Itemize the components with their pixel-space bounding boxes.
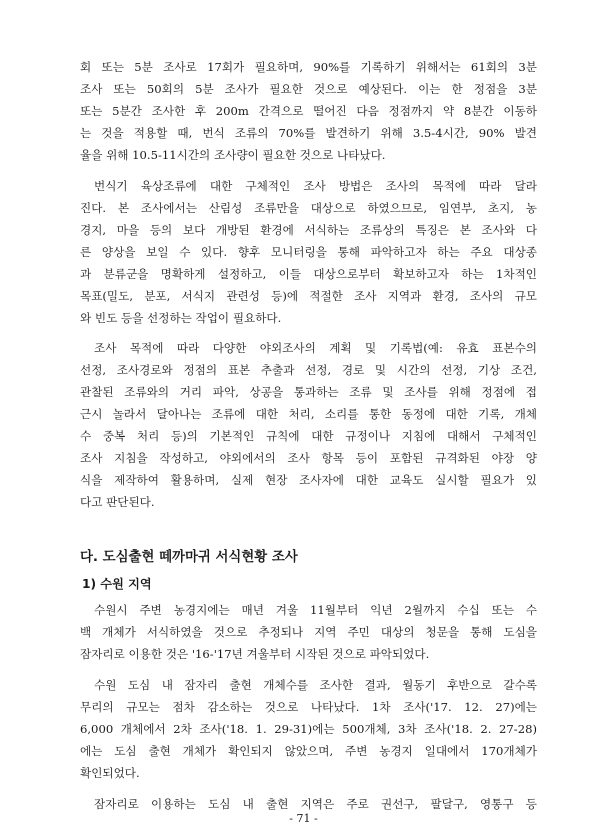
body-text-line: 율을 위해 10.5-11시간의 조사량이 필요한 것으로 나타났다. — [80, 148, 386, 162]
body-text-line: 목표(밀도, 분포, 서식지 관련성 등)에 적절한 조사 지역과 환경, 조사의 규모 — [80, 289, 537, 303]
body-text-line: 조사 또는 50회의 5분 조사가 필요한 것으로 예상된다. 이는 한 정점을 3분 — [80, 82, 537, 96]
body-text-line: 른 양상을 보일 수 있다. 향후 모니터링을 통해 파악하고자 하는 주요 대상종 — [80, 245, 537, 259]
body-text-line: 수원시 주변 농경지에는 매년 겨울 11월부터 익년 2월까지 수십 또는 수 — [94, 603, 537, 617]
body-text-line: 조사 목적에 따라 다양한 야외조사의 계획 및 기록법(예: 유효 표본수의 — [94, 341, 537, 355]
subsection-heading: 1) 수원 지역 — [82, 577, 152, 591]
body-text-line: 번식기 육상조류에 대한 구체적인 조사 방법은 조사의 목적에 따라 달라 — [94, 179, 537, 193]
body-text-line: 수원 도심 내 잠자리 출현 개체수를 조사한 결과, 월동기 후반으로 갈수록 — [94, 678, 537, 692]
body-text-line: 식을 제작하여 활용하며, 실제 현장 조사자에 대한 교육도 실시할 필요가 있 — [80, 473, 537, 487]
body-text-line: 진다. 본 조사에서는 산림성 조류만을 대상으로 하였으므로, 임연부, 초지, 농 — [80, 201, 537, 215]
body-text-line: 조사 지침을 작성하고, 야외에서의 조사 항목 등이 포함된 규격화된 야장 양 — [80, 451, 537, 465]
body-text-line: 잠자리로 이용한 것은 '16-'17년 겨울부터 시작된 것으로 파악되었다. — [80, 647, 430, 661]
body-text-line: 근시 놀라서 달아나는 조류에 대한 처리, 소리를 통한 동정에 대한 기록, 개체 — [80, 407, 537, 421]
body-text-line: 또는 5분간 조사한 후 200m 간격으로 떨어진 다음 정점까지 약 8분간 이동하 — [80, 104, 537, 118]
body-text-line: 다고 판단된다. — [80, 495, 155, 509]
body-text-line: 관찰된 조류와의 거리 파악, 상공을 통과하는 조류 및 조사를 위해 정점에 접 — [80, 385, 537, 399]
section-heading: 다. 도심출현 떼까마귀 서식현황 조사 — [80, 550, 298, 565]
body-text-line: 는 것을 적용할 때, 번식 조류의 70%를 발견하기 위해 3.5-4시간, 90% 발견 — [80, 126, 537, 140]
body-text-line: 에는 도심 출현 개체가 확인되지 않았으며, 주변 농경지 일대에서 170개체가 — [80, 744, 537, 758]
body-text-line: 잠자리로 이용하는 도심 내 출현 지역은 주로 권선구, 팔달구, 영통구 등 — [94, 797, 537, 811]
body-text-line: 회 또는 5분 조사로 17회가 필요하며, 90%를 기록하기 위해서는 61회의 3분 — [80, 60, 537, 74]
page-number: - 71 - — [289, 812, 318, 825]
body-text-line: 경지, 마을 등의 보다 개방된 환경에 서식하는 조류상의 특징은 본 조사와 다 — [80, 223, 537, 237]
body-text-line: 6,000 개체에서 2차 조사('18. 1. 29-31)에는 500개체, 3차 조사('18. 2. 27-28) — [80, 722, 537, 736]
body-text-line: 무리의 규모는 점차 감소하는 것으로 나타났다. 1차 조사('17. 12. 27)에는 — [80, 700, 537, 714]
body-text-line: 선정, 조사경로와 정점의 표본 추출과 선정, 경로 및 시간의 선정, 기상 조건, — [80, 363, 537, 377]
body-text-line: 백 개체가 서식하였을 것으로 추정되나 지역 주민 대상의 청문을 통해 도심을 — [80, 625, 537, 639]
body-text-line: 확인되었다. — [80, 766, 140, 780]
body-text-line: 와 빈도 등을 선정하는 작업이 필요하다. — [80, 311, 282, 325]
body-text-line: 수 중복 처리 등)의 기본적인 규칙에 대한 규정이나 지침에 대해서 구체적인 — [80, 429, 537, 443]
body-text-line: 과 분류군을 명확하게 설정하고, 이들 대상으로부터 확보하고자 하는 1차적인 — [80, 267, 537, 281]
